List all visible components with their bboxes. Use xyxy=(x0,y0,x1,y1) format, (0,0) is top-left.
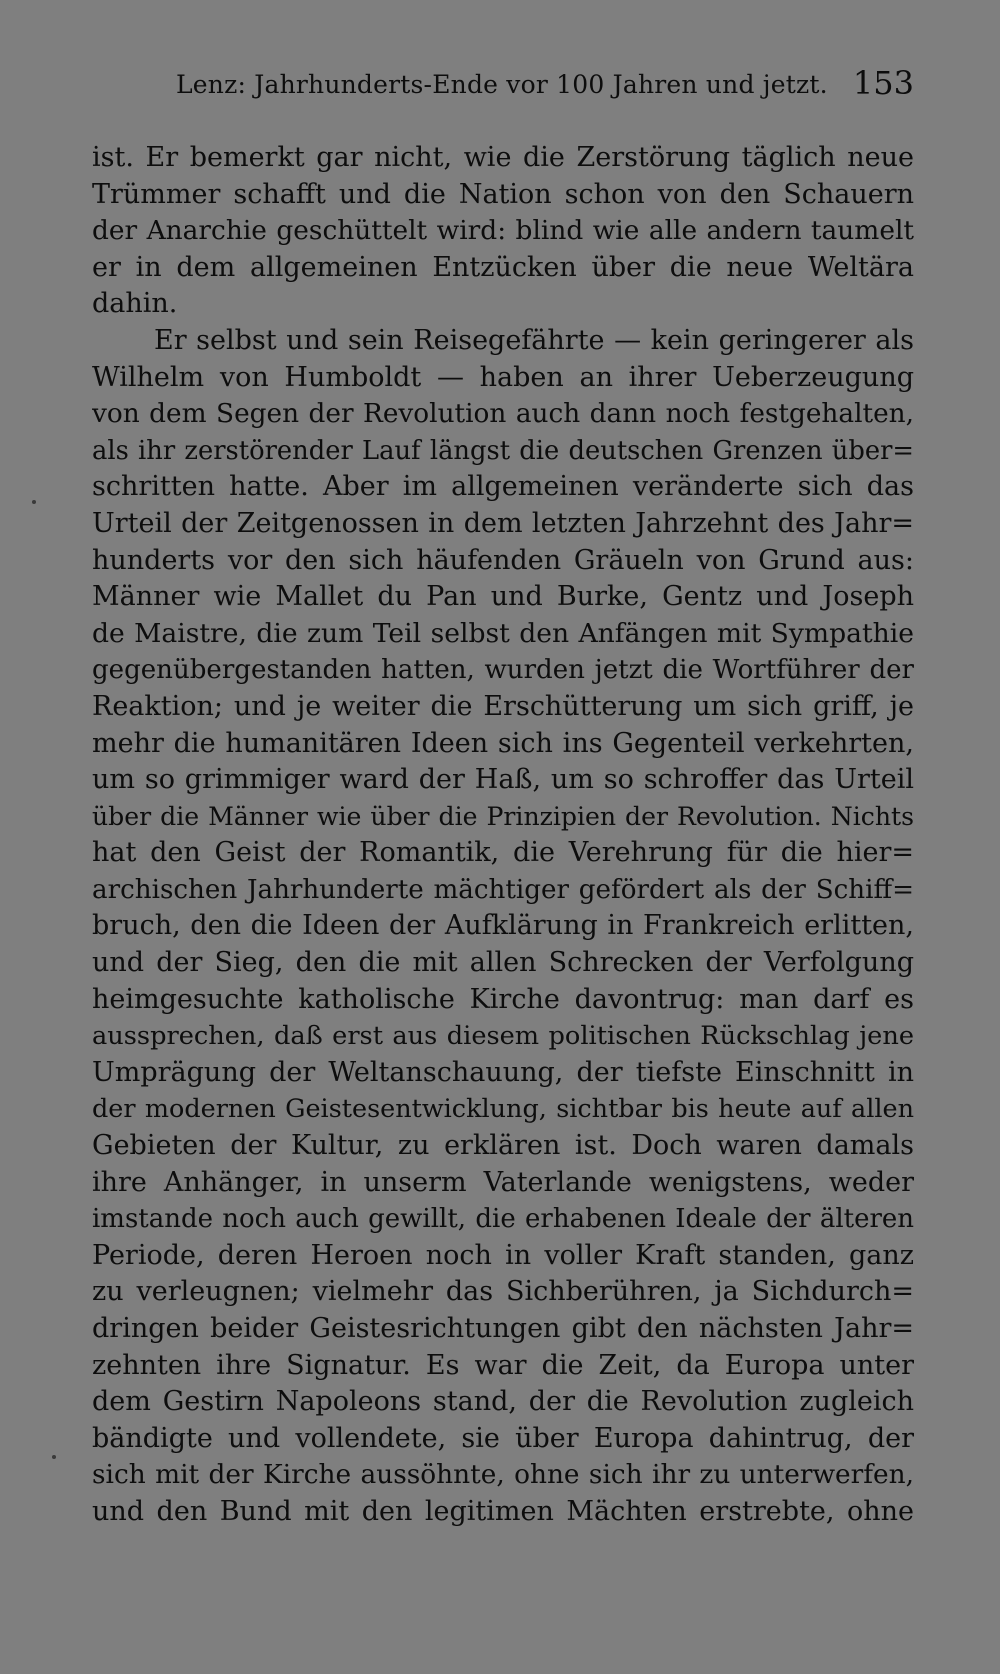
text-line: de Maistre, die zum Teil selbst den Anfängen mit Sympathie xyxy=(92,617,914,649)
text-line: von dem Segen der Revolution auch dann noch festgehalten, xyxy=(92,399,914,430)
text-line: sich mit der Kirche aussöhnte, ohne sich ihr zu unterwerfen, xyxy=(92,1460,914,1491)
text-line: der modernen Geistesentwicklung, sichtbar bis heute auf allen xyxy=(92,1094,914,1125)
text-line: über die Männer wie über die Prinzipien der Revolution. Nichts xyxy=(92,801,914,831)
text-line: und der Sieg, den die mit allen Schrecken der Verfolgung xyxy=(92,947,914,979)
text-line: Männer wie Mallet du Pan und Burke, Gentz und Joseph xyxy=(92,581,914,613)
text-line: er in dem allgemeinen Entzücken über die neue Weltära xyxy=(92,251,914,283)
text-line: imstande noch auch gewillt, die erhabenen Ideale der älteren xyxy=(92,1204,914,1235)
text-line: schritten hatte. Aber im allgemeinen veränderte sich das xyxy=(92,471,914,503)
paragraph-start-line: Er selbst und sein Reisegefährte — kein geringerer als xyxy=(154,324,914,356)
text-line: dahin. xyxy=(92,288,178,320)
text-line: heimgesuchte katholische Kirche davontrug: man darf es xyxy=(92,983,914,1015)
text-line: archischen Jahrhunderte mächtiger gefördert als der Schiff= xyxy=(92,874,914,905)
text-line: ist. Er bemerkt gar nicht, wie die Zerstörung täglich neue xyxy=(92,142,914,173)
page-number: 153 xyxy=(852,64,914,102)
text-line: gegenübergestanden hatten, wurden jetzt die Wortführer der xyxy=(92,655,914,686)
text-line: zehnten ihre Signatur. Es war die Zeit, da Europa unter xyxy=(92,1349,914,1381)
running-head: Lenz: Jahrhunderts-Ende vor 100 Jahren und jetzt. xyxy=(176,70,828,99)
text-line: Urteil der Zeitgenossen in dem letzten Jahrzehnt des Jahr= xyxy=(92,507,914,539)
body-text xyxy=(92,140,914,1531)
text-line: ihre Anhänger, in unserm Vaterlande wenigstens, weder xyxy=(92,1166,914,1198)
text-line: bändigte und vollendete, sie über Europa dahintrug, der xyxy=(92,1422,914,1454)
text-line: der Anarchie geschüttelt wird: blind wie alle andern taumelt xyxy=(92,215,914,247)
text-line: dringen beider Geistesrichtungen gibt den nächsten Jahr= xyxy=(92,1313,914,1344)
margin-dot xyxy=(32,500,36,504)
text-line: und den Bund mit den legitimen Mächten erstrebte, ohne xyxy=(92,1495,914,1527)
text-line: aussprechen, daß erst aus diesem politischen Rückschlag jene xyxy=(92,1021,914,1052)
page-header xyxy=(176,64,914,104)
text-line: Trümmer schafft und die Nation schon von den Schauern xyxy=(92,178,914,210)
text-line: dem Gestirn Napoleons stand, der die Revolution zugleich xyxy=(92,1386,914,1418)
text-line: zu verleugnen; vielmehr das Sichberühren, ja Sichdurch= xyxy=(92,1276,914,1308)
text-line: als ihr zerstörender Lauf längst die deutschen Grenzen über= xyxy=(92,435,914,466)
text-line: Umprägung der Weltanschauung, der tiefste Einschnitt in xyxy=(92,1056,914,1088)
text-line: um so grimmiger ward der Haß, um so schroffer das Urteil xyxy=(92,764,914,796)
text-line: hat den Geist der Romantik, die Verehrung für die hier= xyxy=(92,837,914,869)
text-line: hunderts vor den sich häufenden Gräueln von Grund aus: xyxy=(92,544,914,576)
text-line: Wilhelm von Humboldt — haben an ihrer Ueberzeugung xyxy=(92,361,914,393)
text-line: Periode, deren Heroen noch in voller Kraft standen, ganz xyxy=(92,1239,914,1271)
text-line: bruch, den die Ideen der Aufklärung in Frankreich erlitten, xyxy=(92,910,914,942)
text-line: Reaktion; und je weiter die Erschütterung um sich griff, je xyxy=(92,690,914,722)
text-line: Gebieten der Kultur, zu erklären ist. Doch waren damals xyxy=(92,1130,914,1162)
margin-dot xyxy=(52,1455,56,1459)
text-line: mehr die humanitären Ideen sich ins Gegenteil verkehrten, xyxy=(92,727,914,759)
